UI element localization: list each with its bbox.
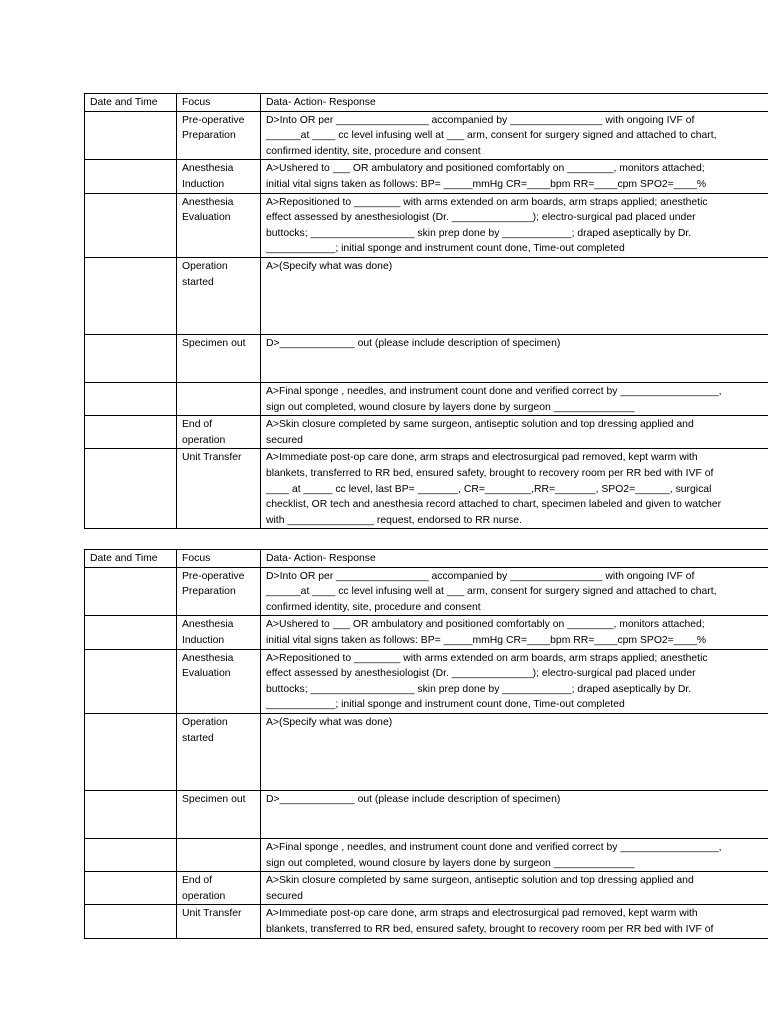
- focus-cell: [177, 838, 261, 871]
- row-end-of-operation: [85, 872, 768, 905]
- dar-cell: D>Into OR per ________________ accompanied by ________________ with ongoing IVF of ______at ____ cc level infusing well at ___ arm, consent for surgery signed and attached to chart, confirmed identity, site, procedure and consent: [261, 567, 768, 616]
- date-time-cell: [85, 257, 177, 334]
- row-final-count: [85, 382, 768, 415]
- date-time-cell: [85, 449, 177, 529]
- focus-cell: Anesthesia Evaluation: [177, 649, 261, 713]
- date-time-cell: [85, 160, 177, 193]
- header-date-time: Date and Time: [85, 94, 177, 112]
- dar-cell: D>Into OR per ________________ accompanied by ________________ with ongoing IVF of ______at ____ cc level infusing well at ___ arm, consent for surgery signed and attached to chart, confirmed identity, site, procedure and consent: [261, 111, 768, 160]
- date-time-cell: [85, 790, 177, 838]
- row-anesthesia-induction: [85, 160, 768, 193]
- dar-cell: A>Ushered to ___ OR ambulatory and positioned comfortably on ________, monitors attached; initial vital signs taken as follows: BP= _____mmHg CR=____bpm RR=____cpm SPO2=____%: [261, 160, 768, 193]
- row-anesthesia-induction: [85, 616, 768, 649]
- date-time-cell: [85, 649, 177, 713]
- row-pre-operative-preparation: [85, 111, 768, 160]
- focus-cell: Operation started: [177, 713, 261, 790]
- dar-cell: A>Ushered to ___ OR ambulatory and positioned comfortably on ________, monitors attached; initial vital signs taken as follows: BP= _____mmHg CR=____bpm RR=____cpm SPO2=____%: [261, 616, 768, 649]
- dar-cell: A>(Specify what was done): [261, 713, 768, 790]
- focus-cell: Anesthesia Evaluation: [177, 193, 261, 257]
- dar-cell: D>_____________ out (please include description of specimen): [261, 334, 768, 382]
- focus-cell: [177, 382, 261, 415]
- dar-cell: A>Skin closure completed by same surgeon, antiseptic solution and top dressing applied and secured: [261, 872, 768, 905]
- date-time-cell: [85, 567, 177, 616]
- date-time-cell: [85, 193, 177, 257]
- header-focus: Focus: [177, 94, 261, 112]
- focus-cell: Unit Transfer: [177, 905, 261, 938]
- date-time-cell: [85, 382, 177, 415]
- row-end-of-operation: [85, 416, 768, 449]
- row-operation-started: [85, 713, 768, 790]
- row-anesthesia-evaluation: [85, 649, 768, 713]
- date-time-cell: [85, 616, 177, 649]
- row-pre-operative-preparation: [85, 567, 768, 616]
- date-time-cell: [85, 872, 177, 905]
- focus-cell: Specimen out: [177, 334, 261, 382]
- focus-cell: Operation started: [177, 257, 261, 334]
- row-unit-transfer: [85, 905, 768, 938]
- perioperative-record-table: [84, 93, 768, 529]
- focus-cell: Specimen out: [177, 790, 261, 838]
- header-date-time: Date and Time: [85, 550, 177, 568]
- perioperative-record-table: [84, 549, 768, 939]
- dar-cell: A>Final sponge , needles, and instrument count done and verified correct by _________________, sign out completed, wound closure by layers done by surgeon ______________: [261, 382, 768, 415]
- date-time-cell: [85, 713, 177, 790]
- row-operation-started: [85, 257, 768, 334]
- dar-cell: A>Final sponge , needles, and instrument count done and verified correct by _________________, sign out completed, wound closure by layers done by surgeon ______________: [261, 838, 768, 871]
- focus-cell: End of operation: [177, 416, 261, 449]
- date-time-cell: [85, 111, 177, 160]
- table-header-row: [85, 550, 768, 568]
- dar-cell: A>Repositioned to ________ with arms extended on arm boards, arm straps applied; anesthetic effect assessed by anesthesiologist (Dr. ______________); electro-surgical pad placed under buttocks; __________________ skin prep done by ____________; draped aseptically by Dr. ____________; initial sponge and instrument count done, Time-out completed: [261, 649, 768, 713]
- row-specimen-out: [85, 790, 768, 838]
- dar-cell: D>_____________ out (please include description of specimen): [261, 790, 768, 838]
- dar-cell: A>Skin closure completed by same surgeon, antiseptic solution and top dressing applied and secured: [261, 416, 768, 449]
- date-time-cell: [85, 334, 177, 382]
- row-unit-transfer: [85, 449, 768, 529]
- header-focus: Focus: [177, 550, 261, 568]
- dar-cell: A>Immediate post-op care done, arm straps and electrosurgical pad removed, kept warm with blankets, transferred to RR bed, ensured safety, brought to recovery room per RR bed with IVF of: [261, 905, 768, 938]
- focus-cell: Pre-operative Preparation: [177, 111, 261, 160]
- focus-cell: Unit Transfer: [177, 449, 261, 529]
- dar-cell: A>Immediate post-op care done, arm straps and electrosurgical pad removed, kept warm with blankets, transferred to RR bed, ensured safety, brought to recovery room per RR bed with IVF of ____ at _____ cc level, last BP= _______, CR=________,RR=_______, SPO2=______, surgical checklist, OR tech and anesthesia record attached to chart, specimen labeled and given to watcher with _______________ request, endorsed to RR nurse.: [261, 449, 768, 529]
- date-time-cell: [85, 905, 177, 938]
- focus-cell: Anesthesia Induction: [177, 616, 261, 649]
- dar-cell: A>(Specify what was done): [261, 257, 768, 334]
- date-time-cell: [85, 838, 177, 871]
- focus-cell: Anesthesia Induction: [177, 160, 261, 193]
- header-data-action-response: Data- Action- Response: [261, 94, 768, 112]
- table-header-row: [85, 94, 768, 112]
- focus-cell: End of operation: [177, 872, 261, 905]
- row-anesthesia-evaluation: [85, 193, 768, 257]
- header-data-action-response: Data- Action- Response: [261, 550, 768, 568]
- date-time-cell: [85, 416, 177, 449]
- dar-cell: A>Repositioned to ________ with arms extended on arm boards, arm straps applied; anesthetic effect assessed by anesthesiologist (Dr. ______________); electro-surgical pad placed under buttocks; __________________ skin prep done by ____________; draped aseptically by Dr. ____________; initial sponge and instrument count done, Time-out completed: [261, 193, 768, 257]
- focus-cell: Pre-operative Preparation: [177, 567, 261, 616]
- row-final-count: [85, 838, 768, 871]
- row-specimen-out: [85, 334, 768, 382]
